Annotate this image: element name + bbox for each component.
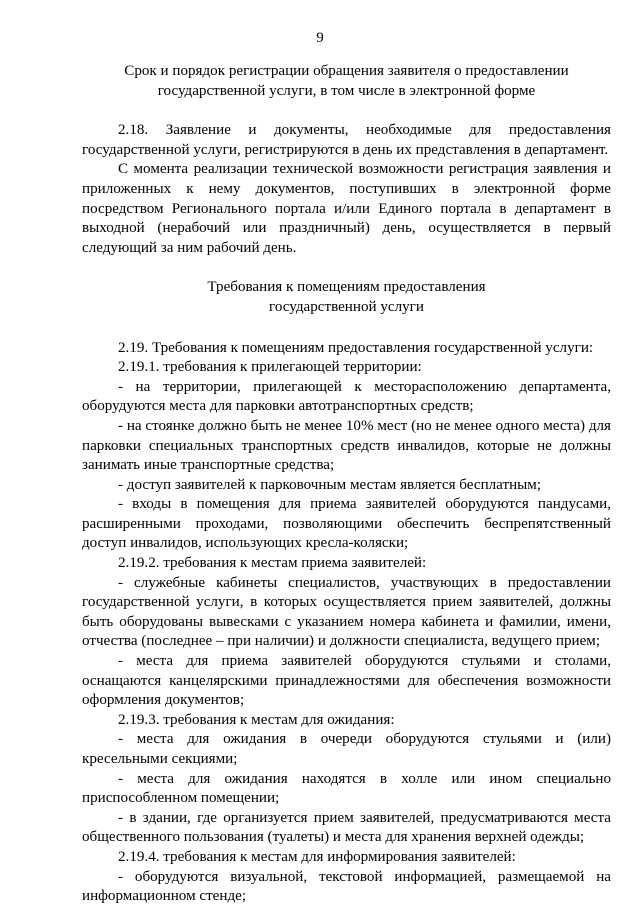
page-content [82,62,611,907]
section-heading-premises [82,278,611,317]
paragraph: 2.19.1. требования к прилегающей территории: [118,359,422,376]
paragraph: 2.19.4. требования к местам для информирования заявителей: [118,848,516,865]
list-item: - на стоянке должно быть не менее 10% мест (но не менее одного места) для парковки специальных транспортных средств инвалидов, которые не должны занимать иные транспортные средства; [82,417,611,474]
list-item: - места для ожидания в очереди оборудуются стульями и (или) кресельными секциями; [82,731,611,767]
paragraph: 2.19.3. требования к местам для ожидания: [118,711,395,728]
paragraph: 2.18. Заявление и документы, необходимые для предоставления государственной услуги, регистрируются в день их представления в департамент. [82,122,611,158]
list-item: - места для ожидания находятся в холле или ином специально приспособленном помещении; [82,770,611,807]
list-item: - в здании, где организуется прием заявителей, предусматриваются места общественного пользования (туалеты) и места для хранения верхней одежды; [82,809,611,846]
paragraph: 2.19. Требования к помещениям предоставления государственной услуги: [118,339,594,356]
section-heading-registration [82,62,611,101]
heading-line: Срок и порядок регистрации обращения заявителя о предоставлении [124,63,569,79]
list-item: - доступ заявителей к парковочным местам является бесплатным; [118,476,542,493]
paragraph: 2.19.2. требования к местам приема заявителей: [118,555,427,572]
page-number: 9 [316,30,324,46]
heading-line: государственной услуги, в том числе в электронной форме [157,82,536,99]
paragraph: С момента реализации технической возможности регистрация заявления и приложенных к нему документов, поступивших в электронной форме посредством Регионального портала и/или Единого портала в департамент в выходной (нерабочий или праздничный) день, осуществляется в первый следующий за ним рабочий день. [82,161,611,256]
list-item: - входы в помещения для приема заявителей оборудуются пандусами, расширенными проходами, позволяющими обеспечить беспрепятственный доступ инвалидов, использующих кресла-коляски; [82,496,611,552]
heading-line: Требования к помещениям предоставления [207,279,486,296]
list-item: - места для приема заявителей оборудуются стульями и столами, оснащаются канцелярскими принадлежностями для обеспечения возможности оформления документов; [82,653,611,709]
list-item: - служебные кабинеты специалистов, участвующих в предоставлении государственной услуги, в которых осуществляется прием заявителей, должны быть оборудованы вывесками с указанием номера кабинета и фамилии, имени, отчества (последнее – при наличии) и должности специалиста, ведущего прием; [82,574,611,650]
list-item: - на территории, прилегающей к месторасположению департамента, оборудуются места для парковки автотранспортных средств; [82,378,611,415]
list-item: - оборудуются визуальной, текстовой информацией, размещаемой на информационном стенде; [82,868,611,905]
heading-line: государственной услуги [269,298,424,315]
